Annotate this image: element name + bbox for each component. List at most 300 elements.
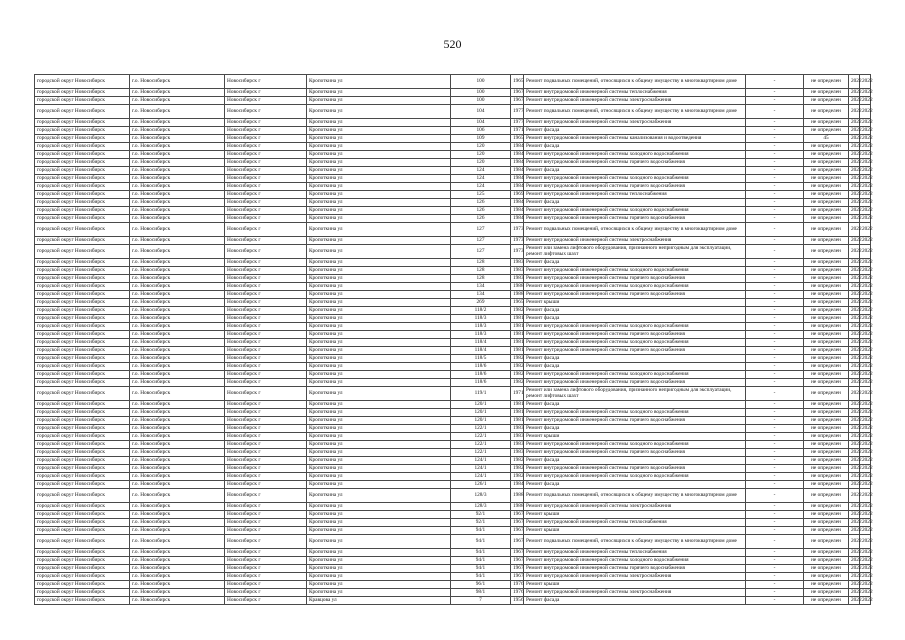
dash-cell: - (746, 387, 804, 401)
municipality-cell: городской округ Новосибирск (35, 307, 130, 315)
dash-cell: - (746, 175, 804, 183)
municipality-cell: городской округ Новосибирск (35, 473, 130, 481)
build-year-cell: 1981 (511, 401, 524, 409)
work-type-cell: Ремонт фасада (524, 307, 746, 315)
dash-cell: - (746, 259, 804, 267)
end-year-cell: 2022 (860, 191, 871, 199)
table-row (35, 589, 871, 597)
dash-cell: - (746, 355, 804, 363)
dash-cell: - (746, 167, 804, 175)
municipality-cell: городской округ Новосибирск (35, 557, 130, 565)
start-year-cell: 2022 (849, 119, 860, 127)
street-cell: Кропоткина ул (307, 549, 451, 557)
cost-cell: не определен (804, 191, 849, 199)
end-year-cell: 2022 (860, 401, 871, 409)
end-year-cell: 2022 (860, 183, 871, 191)
build-year-cell: 1967 (511, 511, 524, 519)
street-cell: Кропоткина ул (307, 199, 451, 207)
dash-cell: - (746, 371, 804, 379)
page-number: 520 (443, 37, 462, 51)
house-number-cell: 126 (451, 215, 511, 223)
house-number-cell: 120/1 (451, 409, 511, 417)
house-number-cell: 118/4 (451, 339, 511, 347)
street-cell: Кропоткина ул (307, 503, 451, 511)
start-year-cell: 2022 (849, 191, 860, 199)
work-type-cell: Ремонт крыши (524, 527, 746, 535)
street-cell: Кропоткина ул (307, 535, 451, 549)
cost-cell: не определен (804, 119, 849, 127)
table-row (35, 143, 871, 151)
street-cell: Кропоткина ул (307, 441, 451, 449)
work-type-cell: Ремонт подвальных помещений, относящихся к общему имуществу в многоквартирном доме (524, 223, 746, 237)
dash-cell: - (746, 549, 804, 557)
start-year-cell: 2022 (849, 449, 860, 457)
end-year-cell: 2022 (860, 409, 871, 417)
work-type-cell: Ремонт внутридомовой инженерной системы горячего водоснабжения (524, 275, 746, 283)
end-year-cell: 2022 (860, 473, 871, 481)
municipality-cell: городской округ Новосибирск (35, 589, 130, 597)
work-type-cell: Ремонт фасада (524, 425, 746, 433)
dash-cell: - (746, 527, 804, 535)
work-type-cell: Ремонт внутридомовой инженерной системы холодного водоснабжения (524, 339, 746, 347)
street-cell: Кропоткина ул (307, 97, 451, 105)
build-year-cell: 1983 (511, 425, 524, 433)
municipality-cell: городской округ Новосибирск (35, 315, 130, 323)
work-type-cell: Ремонт внутридомовой инженерной системы горячего водоснабжения (524, 159, 746, 167)
end-year-cell: 2022 (860, 315, 871, 323)
city-cell: Новосибирск г (225, 379, 307, 387)
street-cell: Кропоткина ул (307, 307, 451, 315)
municipality-cell: городской округ Новосибирск (35, 97, 130, 105)
cost-cell: не определен (804, 433, 849, 441)
build-year-cell: 1971 (511, 127, 524, 135)
build-year-cell: 1967 (511, 535, 524, 549)
settlement-cell: г.о. Новосибирск (130, 245, 225, 259)
start-year-cell: 2022 (849, 127, 860, 135)
house-number-cell: 120 (451, 151, 511, 159)
work-type-cell: Ремонт внутридомовой инженерной системы холодного водоснабжения (524, 409, 746, 417)
start-year-cell: 2022 (849, 425, 860, 433)
start-year-cell: 2022 (849, 573, 860, 581)
dash-cell: - (746, 75, 804, 89)
work-type-cell: Ремонт внутридомовой инженерной системы теплоснабжения (524, 191, 746, 199)
dash-cell: - (746, 267, 804, 275)
municipality-cell: городской округ Новосибирск (35, 275, 130, 283)
start-year-cell: 2022 (849, 315, 860, 323)
dash-cell: - (746, 315, 804, 323)
street-cell: Кропоткина ул (307, 339, 451, 347)
work-type-cell: Ремонт фасада (524, 457, 746, 465)
end-year-cell: 2022 (860, 511, 871, 519)
city-cell: Новосибирск г (225, 519, 307, 527)
street-cell: Кропоткина ул (307, 573, 451, 581)
street-cell: Кропоткина ул (307, 143, 451, 151)
municipality-cell: городской округ Новосибирск (35, 379, 130, 387)
table-row (35, 417, 871, 425)
city-cell: Новосибирск г (225, 315, 307, 323)
city-cell: Новосибирск г (225, 215, 307, 223)
cost-cell: не определен (804, 331, 849, 339)
dash-cell: - (746, 503, 804, 511)
build-year-cell: 1965 (511, 75, 524, 89)
city-cell: Новосибирск г (225, 339, 307, 347)
work-type-cell: Ремонт внутридомовой инженерной системы холодного водоснабжения (524, 151, 746, 159)
street-cell: Кравцова ул (307, 597, 451, 605)
end-year-cell: 2022 (860, 573, 871, 581)
end-year-cell: 2022 (860, 119, 871, 127)
settlement-cell: г.о. Новосибирск (130, 527, 225, 535)
end-year-cell: 2022 (860, 167, 871, 175)
street-cell: Кропоткина ул (307, 527, 451, 535)
start-year-cell: 2022 (849, 387, 860, 401)
start-year-cell: 2022 (849, 339, 860, 347)
street-cell: Кропоткина ул (307, 159, 451, 167)
municipality-cell: городской округ Новосибирск (35, 199, 130, 207)
dash-cell: - (746, 89, 804, 97)
settlement-cell: г.о. Новосибирск (130, 323, 225, 331)
dash-cell: - (746, 307, 804, 315)
capital-repair-table (34, 74, 871, 605)
end-year-cell: 2022 (860, 267, 871, 275)
cost-cell: не определен (804, 259, 849, 267)
city-cell: Новосибирск г (225, 119, 307, 127)
municipality-cell: городской округ Новосибирск (35, 207, 130, 215)
table-row (35, 199, 871, 207)
city-cell: Новосибирск г (225, 347, 307, 355)
street-cell: Кропоткина ул (307, 89, 451, 97)
city-cell: Новосибирск г (225, 259, 307, 267)
municipality-cell: городской округ Новосибирск (35, 283, 130, 291)
start-year-cell: 2022 (849, 489, 860, 503)
start-year-cell: 2022 (849, 371, 860, 379)
municipality-cell: городской округ Новосибирск (35, 237, 130, 245)
dash-cell: - (746, 143, 804, 151)
end-year-cell: 2022 (860, 307, 871, 315)
dash-cell: - (746, 127, 804, 135)
cost-cell: не определен (804, 199, 849, 207)
table-row (35, 371, 871, 379)
start-year-cell: 2022 (849, 245, 860, 259)
end-year-cell: 2022 (860, 371, 871, 379)
city-cell: Новосибирск г (225, 105, 307, 119)
municipality-cell: городской округ Новосибирск (35, 331, 130, 339)
start-year-cell: 2022 (849, 527, 860, 535)
start-year-cell: 2022 (849, 175, 860, 183)
dash-cell: - (746, 433, 804, 441)
settlement-cell: г.о. Новосибирск (130, 355, 225, 363)
dash-cell: - (746, 105, 804, 119)
work-type-cell: Ремонт фасада (524, 481, 746, 489)
table-row (35, 557, 871, 565)
work-type-cell: Ремонт внутридомовой инженерной системы горячего водоснабжения (524, 565, 746, 573)
street-cell: Кропоткина ул (307, 215, 451, 223)
street-cell: Кропоткина ул (307, 581, 451, 589)
municipality-cell: городской округ Новосибирск (35, 105, 130, 119)
end-year-cell: 2022 (860, 175, 871, 183)
end-year-cell: 2022 (860, 237, 871, 245)
build-year-cell: 1967 (511, 549, 524, 557)
city-cell: Новосибирск г (225, 191, 307, 199)
start-year-cell: 2022 (849, 535, 860, 549)
dash-cell: - (746, 135, 804, 143)
cost-cell: не определен (804, 449, 849, 457)
city-cell: Новосибирск г (225, 199, 307, 207)
city-cell: Новосибирск г (225, 299, 307, 307)
municipality-cell: городской округ Новосибирск (35, 245, 130, 259)
house-number-cell: 128 (451, 275, 511, 283)
house-number-cell: 126/1 (451, 481, 511, 489)
settlement-cell: г.о. Новосибирск (130, 597, 225, 605)
house-number-cell: 120 (451, 159, 511, 167)
end-year-cell: 2022 (860, 339, 871, 347)
table-row (35, 465, 871, 473)
table-row (35, 105, 871, 119)
work-type-cell: Ремонт внутридомовой инженерной системы теплоснабжения (524, 549, 746, 557)
settlement-cell: г.о. Новосибирск (130, 143, 225, 151)
work-type-cell: Ремонт внутридомовой инженерной системы горячего водоснабжения (524, 183, 746, 191)
table-row (35, 409, 871, 417)
municipality-cell: городской округ Новосибирск (35, 223, 130, 237)
end-year-cell: 2022 (860, 135, 871, 143)
settlement-cell: г.о. Новосибирск (130, 535, 225, 549)
table-row (35, 503, 871, 511)
dash-cell: - (746, 207, 804, 215)
settlement-cell: г.о. Новосибирск (130, 449, 225, 457)
table-row (35, 119, 871, 127)
cost-cell: не определен (804, 371, 849, 379)
table-row (35, 347, 871, 355)
house-number-cell: 120 (451, 143, 511, 151)
cost-cell: не определен (804, 315, 849, 323)
cost-cell: не определен (804, 207, 849, 215)
cost-cell: не определен (804, 549, 849, 557)
house-number-cell: 119/1 (451, 387, 511, 401)
settlement-cell: г.о. Новосибирск (130, 215, 225, 223)
house-number-cell: 126 (451, 207, 511, 215)
work-type-cell: Ремонт внутридомовой инженерной системы горячего водоснабжения (524, 347, 746, 355)
house-number-cell: 122/1 (451, 441, 511, 449)
work-type-cell: Ремонт подвальных помещений, относящихся к общему имуществу в многоквартирном доме (524, 535, 746, 549)
house-number-cell: 94/1 (451, 535, 511, 549)
table-row (35, 267, 871, 275)
build-year-cell: 1984 (511, 215, 524, 223)
build-year-cell: 1967 (511, 519, 524, 527)
end-year-cell: 2022 (860, 355, 871, 363)
build-year-cell: 1967 (511, 557, 524, 565)
build-year-cell: 1977 (511, 119, 524, 127)
cost-cell: не определен (804, 473, 849, 481)
start-year-cell: 2022 (849, 557, 860, 565)
start-year-cell: 2022 (849, 89, 860, 97)
start-year-cell: 2022 (849, 473, 860, 481)
city-cell: Новосибирск г (225, 89, 307, 97)
cost-cell: не определен (804, 581, 849, 589)
house-number-cell: 104 (451, 105, 511, 119)
street-cell: Кропоткина ул (307, 355, 451, 363)
work-type-cell: Ремонт крыши (524, 433, 746, 441)
dash-cell: - (746, 275, 804, 283)
dash-cell: - (746, 581, 804, 589)
city-cell: Новосибирск г (225, 127, 307, 135)
settlement-cell: г.о. Новосибирск (130, 363, 225, 371)
street-cell: Кропоткина ул (307, 315, 451, 323)
end-year-cell: 2022 (860, 363, 871, 371)
cost-cell: не определен (804, 457, 849, 465)
street-cell: Кропоткина ул (307, 323, 451, 331)
settlement-cell: г.о. Новосибирск (130, 457, 225, 465)
house-number-cell: 125 (451, 191, 511, 199)
house-number-cell: 118/3 (451, 323, 511, 331)
settlement-cell: г.о. Новосибирск (130, 207, 225, 215)
cost-cell: не определен (804, 75, 849, 89)
build-year-cell: 1983 (511, 441, 524, 449)
settlement-cell: г.о. Новосибирск (130, 511, 225, 519)
house-number-cell: 134 (451, 291, 511, 299)
cost-cell: не определен (804, 387, 849, 401)
municipality-cell: городской округ Новосибирск (35, 323, 130, 331)
dash-cell: - (746, 441, 804, 449)
settlement-cell: г.о. Новосибирск (130, 167, 225, 175)
municipality-cell: городской округ Новосибирск (35, 465, 130, 473)
municipality-cell: городской округ Новосибирск (35, 151, 130, 159)
settlement-cell: г.о. Новосибирск (130, 465, 225, 473)
table-row (35, 167, 871, 175)
dash-cell: - (746, 589, 804, 597)
end-year-cell: 2022 (860, 347, 871, 355)
work-type-cell: Ремонт фасада (524, 167, 746, 175)
city-cell: Новосибирск г (225, 183, 307, 191)
municipality-cell: городской округ Новосибирск (35, 167, 130, 175)
house-number-cell: 118/5 (451, 355, 511, 363)
settlement-cell: г.о. Новосибирск (130, 283, 225, 291)
dash-cell: - (746, 449, 804, 457)
build-year-cell: 1984 (511, 175, 524, 183)
street-cell: Кропоткина ул (307, 127, 451, 135)
house-number-cell: 118/3 (451, 331, 511, 339)
settlement-cell: г.о. Новосибирск (130, 237, 225, 245)
city-cell: Новосибирск г (225, 207, 307, 215)
work-type-cell: Ремонт фасада (524, 127, 746, 135)
table-row (35, 151, 871, 159)
street-cell: Кропоткина ул (307, 401, 451, 409)
dash-cell: - (746, 573, 804, 581)
city-cell: Новосибирск г (225, 323, 307, 331)
street-cell: Кропоткина ул (307, 151, 451, 159)
table-row (35, 207, 871, 215)
build-year-cell: 1967 (511, 527, 524, 535)
municipality-cell: городской округ Новосибирск (35, 259, 130, 267)
dash-cell: - (746, 597, 804, 605)
settlement-cell: г.о. Новосибирск (130, 409, 225, 417)
settlement-cell: г.о. Новосибирск (130, 581, 225, 589)
build-year-cell: 1981 (511, 339, 524, 347)
cost-cell: не определен (804, 105, 849, 119)
build-year-cell: 1983 (511, 449, 524, 457)
house-number-cell: 7 (451, 597, 511, 605)
build-year-cell: 1984 (511, 199, 524, 207)
build-year-cell: 1982 (511, 473, 524, 481)
settlement-cell: г.о. Новосибирск (130, 291, 225, 299)
settlement-cell: г.о. Новосибирск (130, 503, 225, 511)
city-cell: Новосибирск г (225, 371, 307, 379)
dash-cell: - (746, 223, 804, 237)
municipality-cell: городской округ Новосибирск (35, 371, 130, 379)
work-type-cell: Ремонт подвальных помещений, относящихся к общему имуществу в многоквартирном доме (524, 75, 746, 89)
city-cell: Новосибирск г (225, 97, 307, 105)
table-row (35, 481, 871, 489)
table-row (35, 535, 871, 549)
dash-cell: - (746, 379, 804, 387)
street-cell: Кропоткина ул (307, 589, 451, 597)
cost-cell: 45 (804, 135, 849, 143)
work-type-cell: Ремонт внутридомовой инженерной системы горячего водоснабжения (524, 291, 746, 299)
dash-cell: - (746, 465, 804, 473)
municipality-cell: городской округ Новосибирск (35, 89, 130, 97)
end-year-cell: 2022 (860, 331, 871, 339)
build-year-cell: 1984 (511, 183, 524, 191)
settlement-cell: г.о. Новосибирск (130, 417, 225, 425)
work-type-cell: Ремонт внутридомовой инженерной системы горячего водоснабжения (524, 449, 746, 457)
build-year-cell: 1988 (511, 489, 524, 503)
table-row (35, 89, 871, 97)
dash-cell: - (746, 151, 804, 159)
street-cell: Кропоткина ул (307, 283, 451, 291)
build-year-cell: 1965 (511, 135, 524, 143)
start-year-cell: 2022 (849, 465, 860, 473)
house-number-cell: 134 (451, 283, 511, 291)
table-row (35, 387, 871, 401)
settlement-cell: г.о. Новосибирск (130, 259, 225, 267)
city-cell: Новосибирск г (225, 363, 307, 371)
table-row (35, 223, 871, 237)
city-cell: Новосибирск г (225, 223, 307, 237)
start-year-cell: 2022 (849, 237, 860, 245)
build-year-cell: 1982 (511, 307, 524, 315)
cost-cell: не определен (804, 519, 849, 527)
work-type-cell: Ремонт внутридомовой инженерной системы горячего водоснабжения (524, 331, 746, 339)
table-body (35, 75, 871, 605)
build-year-cell: 1981 (511, 323, 524, 331)
end-year-cell: 2022 (860, 589, 871, 597)
table-row (35, 283, 871, 291)
municipality-cell: городской округ Новосибирск (35, 503, 130, 511)
cost-cell: не определен (804, 167, 849, 175)
table-row (35, 565, 871, 573)
build-year-cell: 1967 (511, 89, 524, 97)
dash-cell: - (746, 97, 804, 105)
municipality-cell: городской округ Новосибирск (35, 299, 130, 307)
house-number-cell: 96/1 (451, 581, 511, 589)
city-cell: Новосибирск г (225, 573, 307, 581)
end-year-cell: 2022 (860, 159, 871, 167)
end-year-cell: 2022 (860, 151, 871, 159)
cost-cell: не определен (804, 159, 849, 167)
settlement-cell: г.о. Новосибирск (130, 135, 225, 143)
start-year-cell: 2022 (849, 409, 860, 417)
work-type-cell: Ремонт внутридомовой инженерной системы холодного водоснабжения (524, 267, 746, 275)
build-year-cell: 1982 (511, 371, 524, 379)
work-type-cell: Ремонт внутридомовой инженерной системы электроснабжения (524, 237, 746, 245)
street-cell: Кропоткина ул (307, 237, 451, 245)
dash-cell: - (746, 159, 804, 167)
start-year-cell: 2022 (849, 75, 860, 89)
cost-cell: не определен (804, 183, 849, 191)
build-year-cell: 1967 (511, 97, 524, 105)
settlement-cell: г.о. Новосибирск (130, 183, 225, 191)
settlement-cell: г.о. Новосибирск (130, 557, 225, 565)
end-year-cell: 2022 (860, 215, 871, 223)
cost-cell: не определен (804, 527, 849, 535)
